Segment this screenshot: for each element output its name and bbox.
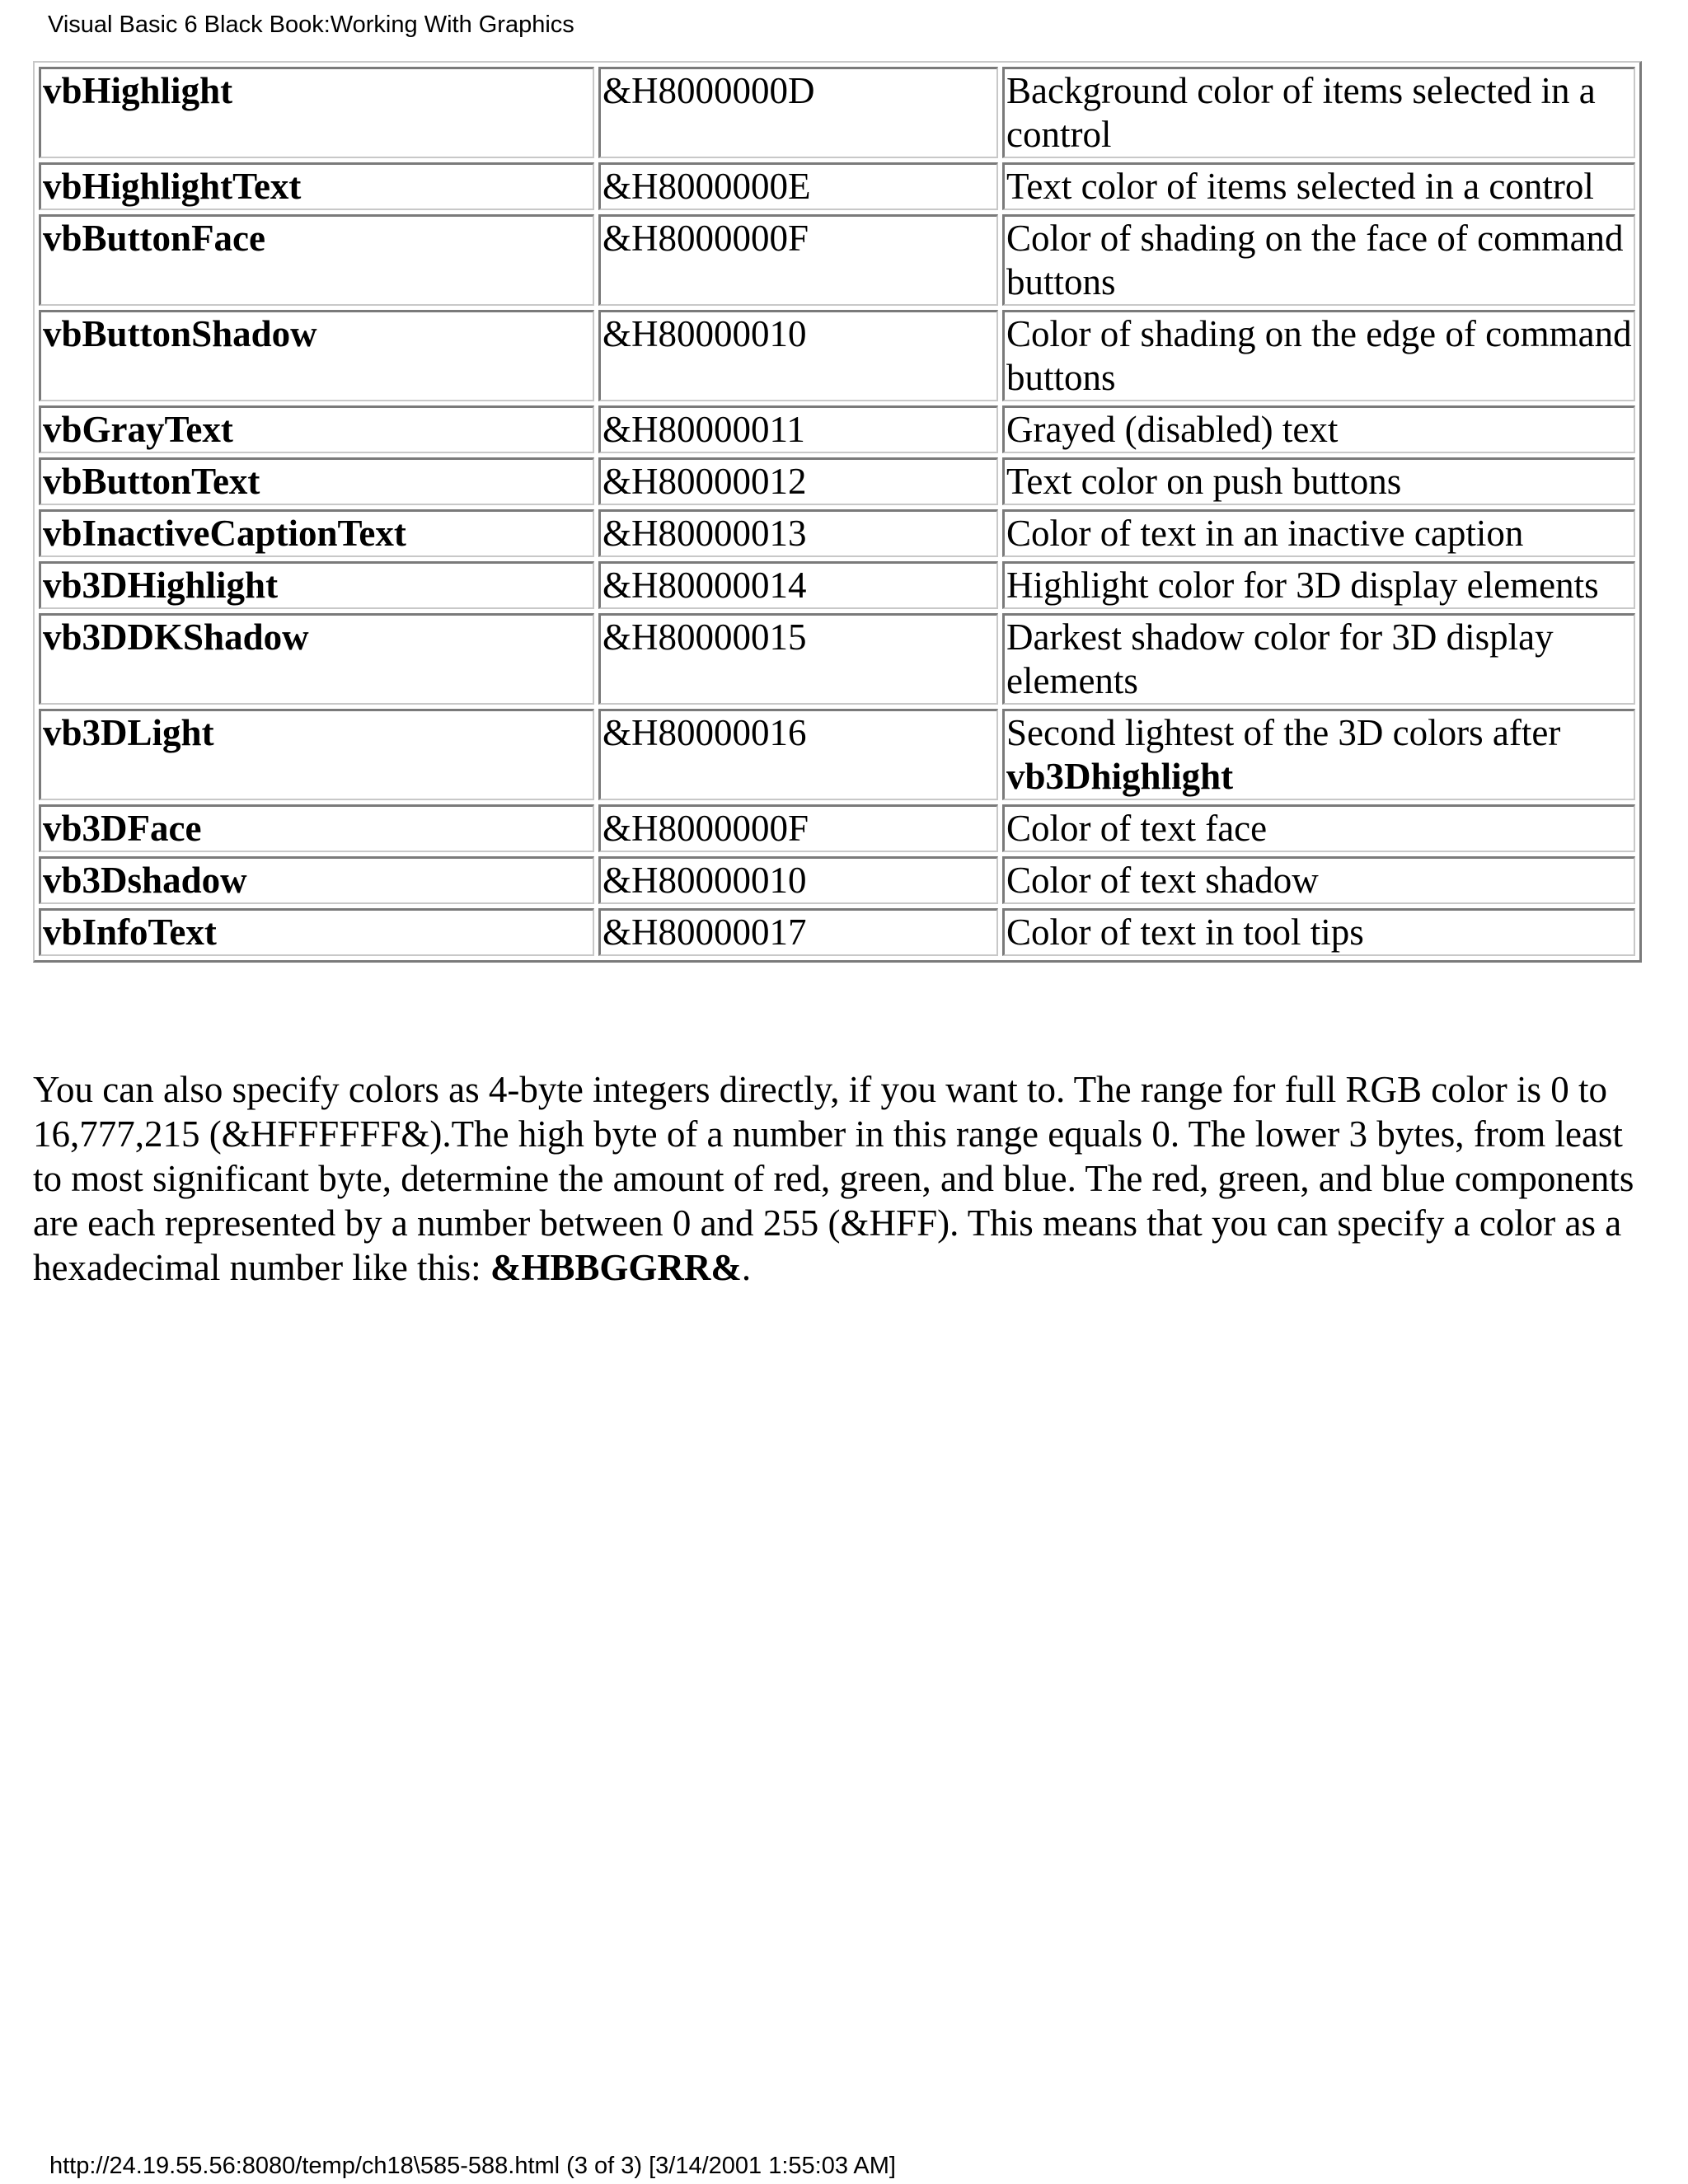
constant-value-cell: &H80000017 (598, 908, 998, 956)
constant-name-cell: vb3DHighlight (39, 561, 594, 609)
constant-description-cell: Color of shading on the edge of command buttons (1002, 310, 1635, 401)
constant-name-cell: vbButtonFace (39, 214, 594, 306)
constant-description-cell: Color of text in an inactive caption (1002, 509, 1635, 557)
table-row (39, 214, 1635, 306)
table-row (39, 709, 1635, 800)
constant-value-cell: &H80000011 (598, 405, 998, 453)
paragraph-bold-format: &HBBGGRR& (490, 1247, 742, 1288)
constant-description-cell: Color of text in tool tips (1002, 908, 1635, 956)
table-row (39, 162, 1635, 210)
constant-description-cell: Color of text face (1002, 804, 1635, 852)
constant-description-cell: Background color of items selected in a control (1002, 67, 1635, 158)
constant-name-cell: vbButtonText (39, 457, 594, 505)
constant-name-cell: vbButtonShadow (39, 310, 594, 401)
constant-description-cell: Color of text shadow (1002, 856, 1635, 904)
constant-value-cell: &H80000010 (598, 856, 998, 904)
constant-description-cell: Text color on push buttons (1002, 457, 1635, 505)
constant-value-cell: &H80000014 (598, 561, 998, 609)
table-row (39, 67, 1635, 158)
table-row (39, 509, 1635, 557)
page-footer-url: http://24.19.55.56:8080/temp/ch18\585-588.html (3 of 3) [3/14/2001 1:55:03 AM] (49, 2153, 896, 2179)
table-row (39, 405, 1635, 453)
constant-value-cell: &H80000013 (598, 509, 998, 557)
body-paragraph (33, 1067, 1648, 1290)
constant-description-cell: Highlight color for 3D display elements (1002, 561, 1635, 609)
constant-name-cell: vb3DDKShadow (39, 613, 594, 705)
page-header-title: Visual Basic 6 Black Book:Working With Graphics (48, 12, 574, 38)
constant-name-cell: vbInactiveCaptionText (39, 509, 594, 557)
paragraph-text: You can also specify colors as 4-byte integers directly, if you want to. The range for full RGB color is 0 to 16,777,215 (&HFFFFFF&).The high byte of a number in this range equals 0. The lower 3 bytes, from least to most significant byte, determine the amount of red, green, and blue. The red, green, and blue components are each represented by a number between 0 and 255 (&HFF). This means that you can specify a color as a hexadecimal number like this: (33, 1069, 1634, 1288)
constant-value-cell: &H80000015 (598, 613, 998, 705)
table-row (39, 457, 1635, 505)
constant-name-cell: vbGrayText (39, 405, 594, 453)
constant-name-cell: vb3DLight (39, 709, 594, 800)
table-row (39, 856, 1635, 904)
table-row (39, 908, 1635, 956)
constant-name-cell: vbHighlight (39, 67, 594, 158)
constant-value-cell: &H80000016 (598, 709, 998, 800)
constant-name-cell: vbInfoText (39, 908, 594, 956)
constant-value-cell: &H8000000D (598, 67, 998, 158)
constant-value-cell: &H8000000F (598, 214, 998, 306)
constant-description-cell: Darkest shadow color for 3D display elements (1002, 613, 1635, 705)
constant-value-cell: &H8000000F (598, 804, 998, 852)
constant-value-cell: &H8000000E (598, 162, 998, 210)
description-bold-constant: vb3Dhighlight (1006, 756, 1234, 797)
description-text: Second lightest of the 3D colors after (1006, 712, 1561, 753)
constant-name-cell: vb3DFace (39, 804, 594, 852)
paragraph-end: . (741, 1247, 752, 1288)
constant-value-cell: &H80000012 (598, 457, 998, 505)
color-constants-table (33, 61, 1642, 963)
table-row (39, 613, 1635, 705)
table-row (39, 310, 1635, 401)
constant-name-cell: vb3Dshadow (39, 856, 594, 904)
constant-description-cell: Grayed (disabled) text (1002, 405, 1635, 453)
table-row (39, 561, 1635, 609)
constant-value-cell: &H80000010 (598, 310, 998, 401)
constant-description-cell: Color of shading on the face of command buttons (1002, 214, 1635, 306)
constant-description-cell (1002, 709, 1635, 800)
table-row (39, 804, 1635, 852)
constant-name-cell: vbHighlightText (39, 162, 594, 210)
constant-description-cell: Text color of items selected in a control (1002, 162, 1635, 210)
